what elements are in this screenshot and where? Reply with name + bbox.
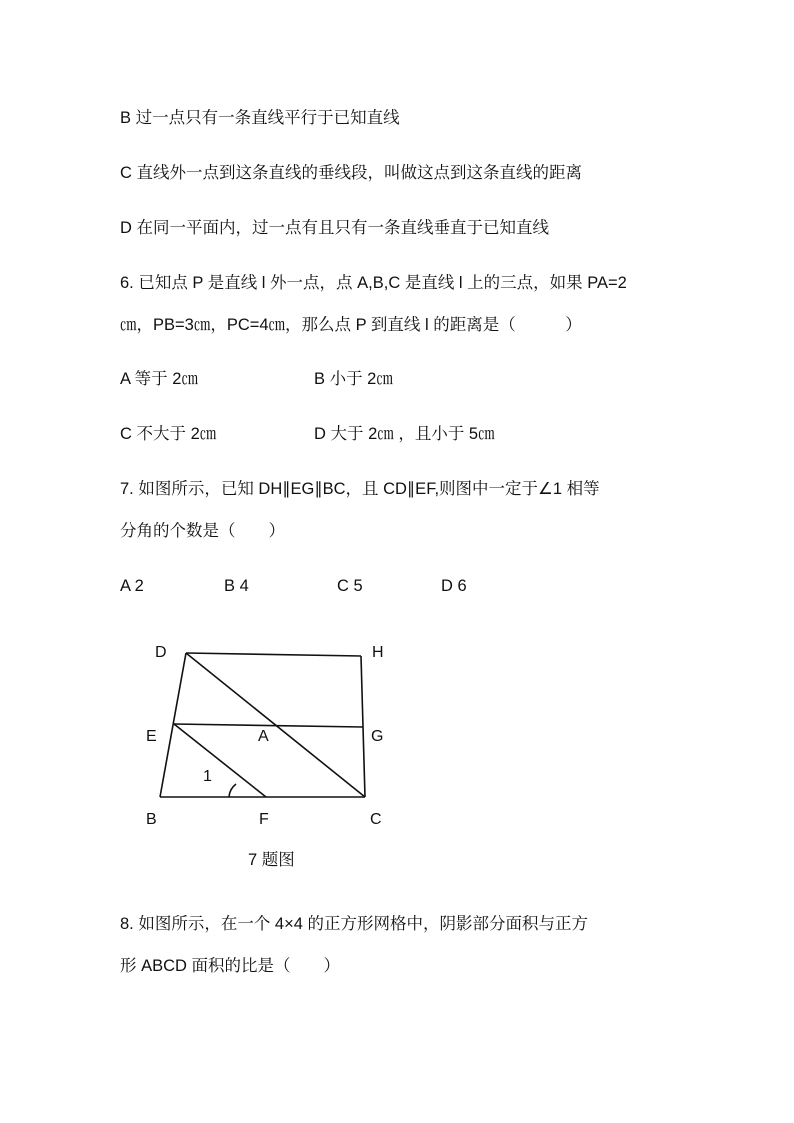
q5-option-d: D 在同一平面内，过一点有且只有一条直线垂直于已知直线 xyxy=(120,219,549,237)
q6-option-c: C 不大于 2㎝ xyxy=(120,425,217,443)
label-1: 1 xyxy=(203,768,212,785)
q7-option-b: B 4 xyxy=(224,577,249,595)
q5-option-b: B 过一点只有一条直线平行于已知直线 xyxy=(120,109,400,127)
q5-option-c: C 直线外一点到这条直线的垂线段，叫做这点到这条直线的距离 xyxy=(120,164,582,182)
segment-db xyxy=(160,653,186,797)
q7-question-line-2: 分角的个数是（ ） xyxy=(120,522,285,540)
q7-question-line-1: 7. 如图所示，已知 DH∥EG∥BC，且 CD∥EF,则图中一定于∠1 相等 xyxy=(120,480,600,498)
q7-figure-caption: 7 题图 xyxy=(248,851,295,869)
label-g: G xyxy=(371,728,384,745)
label-h: H xyxy=(372,644,384,661)
label-a: A xyxy=(258,728,269,745)
label-c: C xyxy=(370,811,382,828)
label-d: D xyxy=(155,644,167,661)
q6-option-d: D 大于 2㎝ ，且小于 5㎝ xyxy=(314,425,495,443)
angle-1-arc xyxy=(229,784,236,797)
label-e: E xyxy=(146,728,157,745)
label-f: F xyxy=(259,811,269,828)
q7-option-a: A 2 xyxy=(120,577,144,595)
q6-question-line-1: 6. 已知点 P 是直线 l 外一点，点 A,B,C 是直线 l 上的三点，如果 PA=2 xyxy=(120,274,627,292)
q8-question-line-2: 形 ABCD 面积的比是（ ） xyxy=(120,957,341,975)
q7-option-c: C 5 xyxy=(337,577,363,595)
segment-eg xyxy=(174,724,363,727)
segment-dh xyxy=(186,653,361,656)
segment-ef xyxy=(174,724,266,797)
q7-option-d: D 6 xyxy=(441,577,467,595)
q6-option-b: B 小于 2㎝ xyxy=(314,370,393,388)
label-b: B xyxy=(146,811,157,828)
q6-option-a: A 等于 2㎝ xyxy=(120,370,198,388)
q6-question-line-2: ㎝，PB=3㎝，PC=4㎝，那么点 P 到直线 l 的距离是（ ） xyxy=(120,316,582,334)
q8-question-line-1: 8. 如图所示，在一个 4×4 的正方形网格中，阴影部分面积与正方 xyxy=(120,915,589,933)
